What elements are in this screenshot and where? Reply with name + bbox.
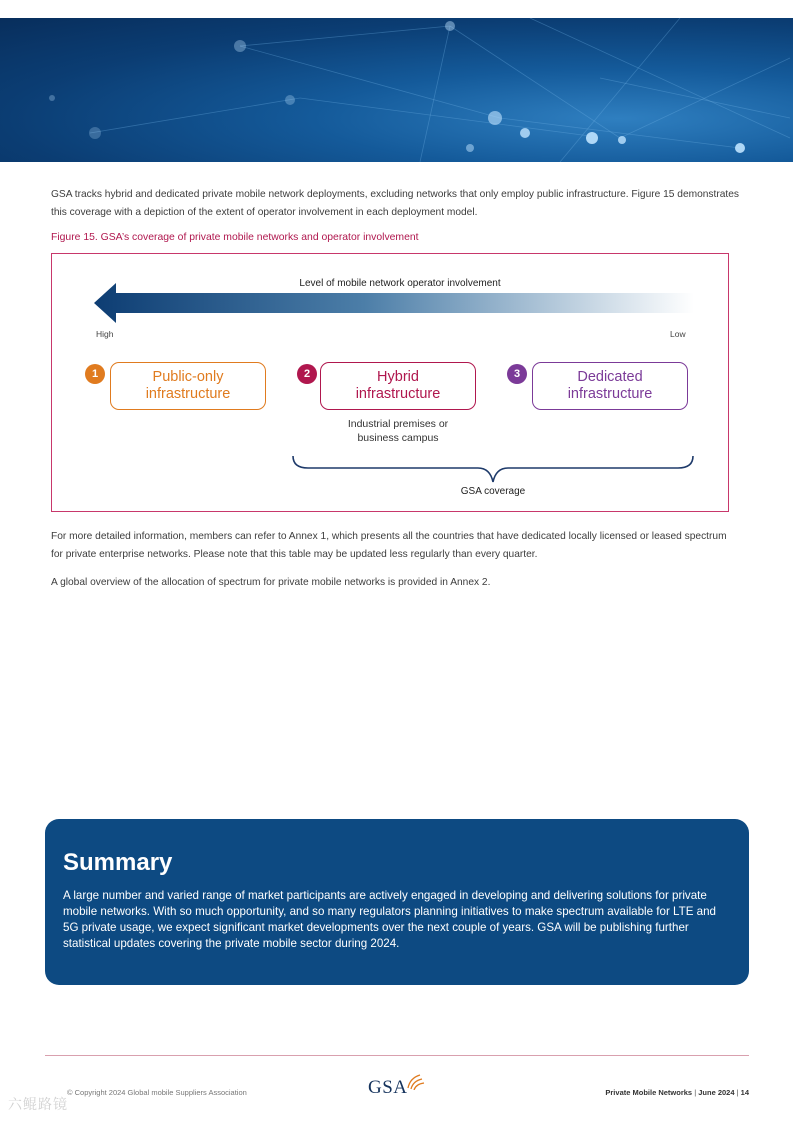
- hybrid-note: Industrial premises or business campus: [347, 418, 449, 444]
- gsa-logo: [368, 1072, 428, 1100]
- dedicated-box: [532, 362, 688, 410]
- report-date: June 2024: [698, 1088, 735, 1097]
- involvement-arrow: [94, 283, 694, 323]
- high-label: High: [96, 329, 114, 339]
- hybrid-box: [320, 362, 476, 410]
- public-only-box: [110, 362, 266, 410]
- page-number: 14: [740, 1088, 749, 1097]
- footer-divider: [45, 1055, 749, 1056]
- hybrid-label: Hybrid infrastructure: [355, 369, 441, 402]
- signal-arcs-icon: [406, 1072, 426, 1090]
- header-banner: [0, 18, 793, 162]
- footer-report-info: Private Mobile Networks | June 2024 | 14: [605, 1088, 749, 1097]
- summary-box: [45, 819, 749, 985]
- step-3-badge: 3: [507, 364, 527, 384]
- annex2-paragraph: A global overview of the allocation of spectrum for private mobile networks is provided in Annex 2.: [51, 577, 491, 588]
- arrow-label: Level of mobile network operator involvement: [299, 278, 501, 289]
- low-label: Low: [670, 329, 686, 339]
- summary-text: A large number and varied range of market participants are actively engaged in developing and delivering solutions for private mobile networks. With so much opportunity, and so many regulators planning initiatives to make spectrum available for LTE and 5G private usage, we expect significant market developments over the next couple of years. GSA will be publishing further statistical updates covering the private mobile sector during 2024.: [63, 889, 717, 950]
- network-graphic: [0, 18, 793, 162]
- copyright-text: © Copyright 2024 Global mobile Suppliers Association: [67, 1088, 247, 1097]
- watermark: 六鲲路镜: [8, 1096, 68, 1112]
- dedicated-label: Dedicated infrastructure: [567, 369, 653, 402]
- figure-caption: Figure 15. GSA’s coverage of private mobile networks and operator involvement: [51, 232, 419, 243]
- intro-paragraph: GSA tracks hybrid and dedicated private mobile network deployments, excluding networks that only employ public infrastructure. Figure 15 demonstrates this coverage with a depiction of the extent of operator involvement in each deployment model.: [51, 189, 740, 218]
- step-1-badge: 1: [85, 364, 105, 384]
- annex1-paragraph: For more detailed information, members can refer to Annex 1, which presents all the countries that have dedicated locally licensed or leased spectrum for private enterprise networks. Please note that this table may be updated less regularly than every quarter.: [51, 531, 727, 560]
- coverage-brace: [290, 452, 696, 486]
- coverage-label: GSA coverage: [460, 486, 526, 497]
- step-2-badge: 2: [297, 364, 317, 384]
- summary-title: Summary: [63, 849, 173, 876]
- public-only-label: Public-only infrastructure: [145, 369, 231, 402]
- gsa-logo-text: GSA: [368, 1077, 408, 1098]
- report-title: Private Mobile Networks: [605, 1088, 693, 1097]
